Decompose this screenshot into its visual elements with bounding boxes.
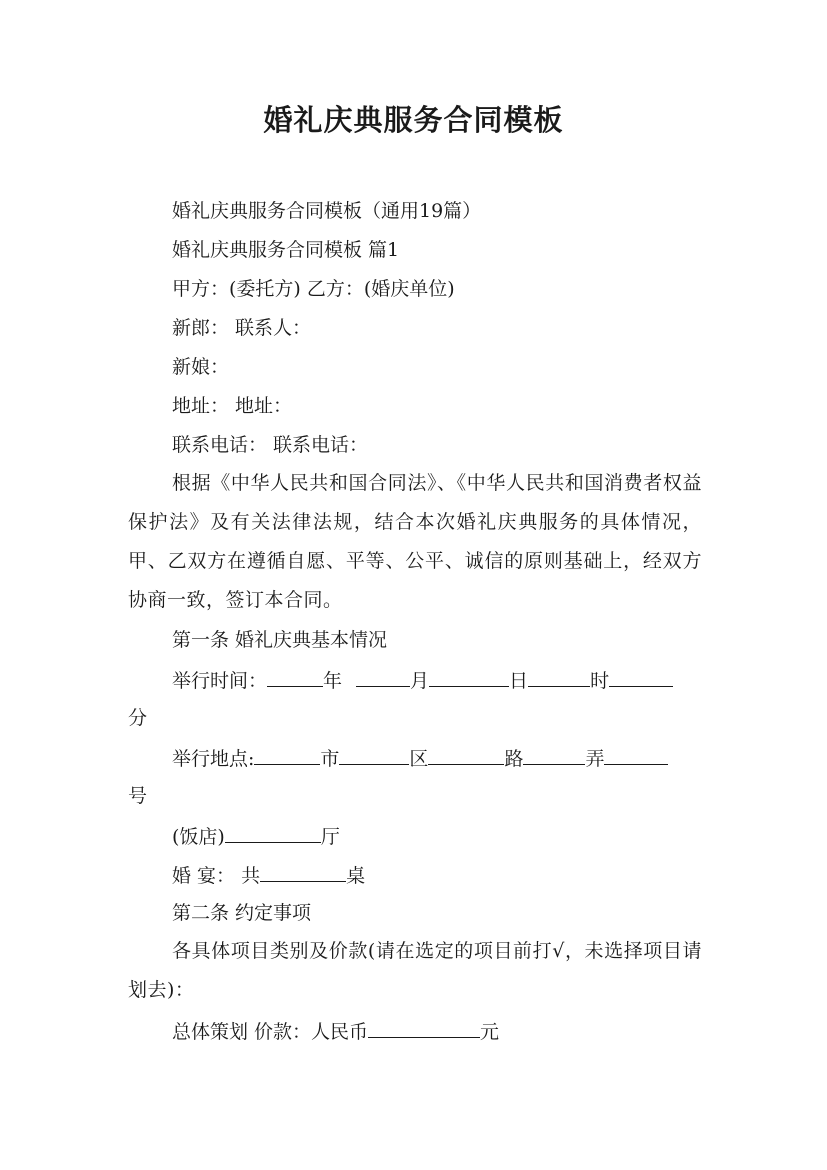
number-unit: 号 (128, 785, 148, 807)
hour-blank[interactable] (528, 666, 590, 687)
groom-line: 新郎： 联系人： (172, 317, 312, 339)
district-unit: 区 (409, 748, 429, 770)
day-unit: 日 (509, 670, 529, 692)
month-blank[interactable] (356, 666, 410, 687)
hall-unit: 厅 (320, 826, 340, 848)
items-note-paragraph: 各具体项目类别及价款(请在选定的项目前打√，未选择项目请划去)： (128, 940, 702, 1001)
hotel-prefix: (饭店) (172, 826, 225, 848)
table-unit: 桌 (346, 865, 366, 887)
address-line: 地址： 地址： (172, 395, 293, 417)
planning-label: 总体策划 价款：人民币 (172, 1021, 369, 1043)
document-subtitle: 婚礼庆典服务合同模板（通用19篇） (172, 200, 482, 222)
district-blank[interactable] (339, 744, 409, 765)
article1-heading: 第一条 婚礼庆典基本情况 (172, 629, 388, 651)
parties-line: 甲方：(委托方) 乙方：(婚庆单位) (172, 278, 455, 300)
hotel-blank[interactable] (225, 822, 321, 843)
planning-price-blank[interactable] (368, 1017, 480, 1038)
hour-unit: 时 (590, 670, 610, 692)
road-unit: 路 (504, 748, 524, 770)
day-blank[interactable] (429, 666, 509, 687)
bride-line: 新娘： (172, 356, 230, 378)
intro-paragraph: 根据《中华人民共和国合同法》、《中华人民共和国消费者权益保护法》及有关法律法规，结合本次婚礼庆典服务的具体情况，甲、乙双方在遵循自愿、平等、公平、诚信的原则基础上，经双方协商一致，签订本合同。 (128, 472, 702, 611)
minute-unit: 分 (128, 707, 148, 729)
ceremony-time-line (172, 666, 673, 694)
banquet-line (172, 861, 365, 889)
chapter-heading: 婚礼庆典服务合同模板 篇1 (172, 239, 400, 261)
lane-blank[interactable] (523, 744, 585, 765)
yuan-unit: 元 (480, 1021, 500, 1043)
time-label: 举行时间： (172, 670, 268, 692)
number-blank[interactable] (604, 744, 668, 765)
article2-heading: 第二条 约定事项 (172, 902, 312, 924)
city-blank[interactable] (254, 744, 320, 765)
year-blank[interactable] (267, 666, 323, 687)
road-blank[interactable] (428, 744, 504, 765)
hotel-line (172, 822, 340, 850)
city-unit: 市 (320, 748, 340, 770)
planning-line (172, 1017, 499, 1045)
month-unit: 月 (410, 670, 430, 692)
lane-unit: 弄 (585, 748, 605, 770)
table-count-blank[interactable] (260, 861, 346, 882)
banquet-label: 婚 宴： 共 (172, 865, 261, 887)
year-unit: 年 (323, 670, 343, 692)
minute-blank[interactable] (609, 666, 673, 687)
ceremony-place-line (172, 744, 668, 772)
phone-line: 联系电话： 联系电话： (172, 434, 369, 456)
place-label: 举行地点: (172, 748, 255, 770)
document-title: 婚礼庆典服务合同模板 (263, 103, 564, 137)
